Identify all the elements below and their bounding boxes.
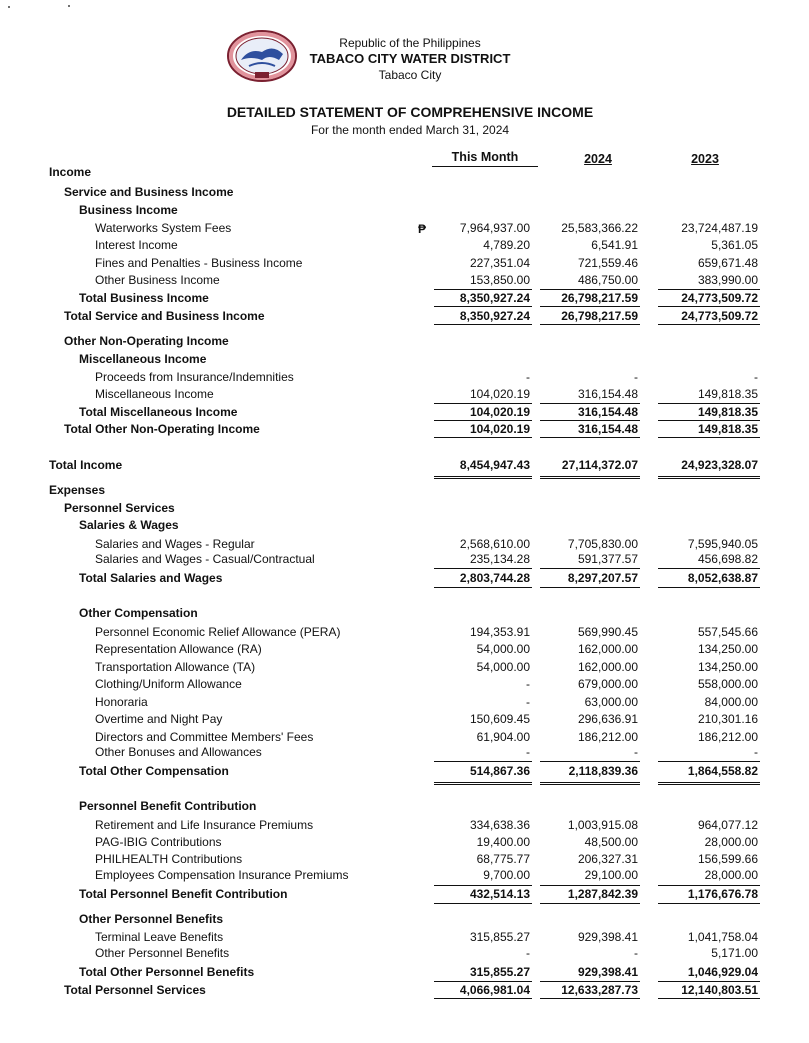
value-2023: 557,545.66 [697, 625, 758, 639]
republic-heading: Republic of the Philippines [339, 36, 481, 50]
value-2023: 210,301.16 [697, 712, 758, 726]
total-row [0, 405, 809, 421]
underline-rule [434, 587, 532, 588]
underline-rule [658, 903, 760, 904]
row-label: PAG-IBIG Contributions [95, 835, 222, 849]
underline-rule [540, 981, 640, 982]
line-item-row [0, 818, 809, 834]
value-this-month: 194,353.91 [469, 625, 530, 639]
value-2023: 24,923,328.07 [681, 458, 758, 472]
row-label: Total Salaries and Wages [79, 571, 223, 585]
underline-rule [658, 476, 760, 479]
value-this-month: 54,000.00 [476, 660, 530, 674]
value-2024: 591,377.57 [577, 552, 638, 566]
underline-rule [434, 403, 532, 404]
value-this-month: 227,351.04 [469, 256, 530, 270]
total-row [0, 422, 809, 438]
line-item-row [0, 695, 809, 711]
value-2024: 721,559.46 [577, 256, 638, 270]
value-2024: - [634, 370, 638, 384]
line-item-row [0, 387, 809, 403]
value-2024: 679,000.00 [577, 677, 638, 691]
row-label: Honoraria [95, 695, 148, 709]
row-label: Business Income [79, 203, 178, 217]
row-label: Total Personnel Benefit Contribution [79, 887, 288, 901]
total-row [0, 291, 809, 307]
value-2024: 25,583,366.22 [561, 221, 638, 235]
underline-rule [658, 568, 760, 569]
underline-rule [434, 568, 532, 569]
value-2024: 27,114,372.07 [561, 458, 638, 472]
value-this-month: 2,568,610.00 [459, 537, 530, 551]
underline-rule [658, 420, 760, 421]
underline-rule [658, 885, 760, 886]
total-row [0, 764, 809, 780]
value-2024: 296,636.91 [577, 712, 638, 726]
line-item-row [0, 552, 809, 568]
row-label: Personnel Services [64, 501, 175, 515]
value-this-month: 68,775.77 [476, 852, 530, 866]
section-heading-row [0, 185, 809, 201]
value-2023: 28,000.00 [704, 868, 758, 882]
value-2024: 186,212.00 [577, 730, 638, 744]
row-label: Salaries and Wages - Casual/Contractual [95, 552, 315, 566]
row-label: PHILHEALTH Contributions [95, 852, 243, 866]
row-label: Transportation Allowance (TA) [95, 660, 256, 674]
underline-rule [540, 420, 640, 421]
value-2023: 186,212.00 [697, 730, 758, 744]
row-label: Retirement and Life Insurance Premiums [95, 818, 314, 832]
value-2024: 929,398.41 [577, 930, 638, 944]
section-heading-row [0, 165, 809, 181]
line-item-row [0, 745, 809, 761]
row-label: Clothing/Uniform Allowance [95, 677, 242, 691]
total-row [0, 571, 809, 587]
section-heading-row [0, 352, 809, 368]
value-2023: 1,046,929.04 [687, 965, 758, 979]
line-item-row [0, 730, 809, 746]
underline-rule [540, 437, 640, 438]
underline-rule [658, 289, 760, 290]
underline-rule [434, 437, 532, 438]
value-2024: 6,541.91 [591, 238, 638, 252]
value-2024: 2,118,839.36 [568, 764, 638, 778]
value-2023: 8,052,638.87 [687, 571, 758, 585]
line-item-row [0, 537, 809, 553]
underline-rule [540, 476, 640, 479]
row-label: Total Income [49, 458, 123, 472]
underline-rule [658, 761, 760, 762]
section-heading-row [0, 203, 809, 219]
organization-name: TABACO CITY WATER DISTRICT [309, 51, 511, 66]
line-item-row [0, 677, 809, 693]
value-2024: - [634, 946, 638, 960]
row-label: Terminal Leave Benefits [95, 930, 224, 944]
value-this-month: 4,066,981.04 [459, 983, 530, 997]
row-label: Other Compensation [79, 606, 198, 620]
value-this-month: - [526, 695, 530, 709]
value-2023: 149,818.35 [697, 405, 758, 419]
row-label: Income [49, 165, 92, 179]
underline-rule [540, 568, 640, 569]
underline-rule [540, 885, 640, 886]
underline-rule [434, 981, 532, 982]
underline-rule [434, 476, 532, 479]
column-header-this-month: This Month [432, 150, 538, 167]
row-label: Total Other Non-Operating Income [64, 422, 260, 436]
underline-rule [540, 289, 640, 290]
value-2024: 7,705,830.00 [567, 537, 638, 551]
underline-rule [540, 998, 640, 999]
row-label: Interest Income [95, 238, 178, 252]
value-2023: 84,000.00 [704, 695, 758, 709]
section-heading-row [0, 501, 809, 517]
value-2023: 7,595,940.05 [687, 537, 758, 551]
line-item-row [0, 852, 809, 868]
value-this-month: 61,904.00 [476, 730, 530, 744]
line-item-row [0, 835, 809, 851]
section-heading-row [0, 483, 809, 499]
underline-rule [658, 306, 760, 307]
value-2023: 1,176,676.78 [687, 887, 758, 901]
value-this-month: - [526, 370, 530, 384]
line-item-row [0, 930, 809, 946]
underline-rule [540, 782, 640, 785]
value-this-month: 235,134.28 [469, 552, 530, 566]
row-label: Employees Compensation Insurance Premiums [95, 868, 349, 882]
value-2023: 964,077.12 [697, 818, 758, 832]
line-item-row [0, 946, 809, 962]
value-2023: 149,818.35 [697, 387, 758, 401]
value-2023: 1,041,758.04 [687, 930, 758, 944]
total-row [0, 983, 809, 999]
row-label: Personnel Economic Relief Allowance (PERA) [95, 625, 341, 639]
underline-rule [540, 587, 640, 588]
value-2023: 134,250.00 [697, 642, 758, 656]
row-label: Proceeds from Insurance/Indemnities [95, 370, 294, 384]
row-label: Salaries and Wages - Regular [95, 537, 255, 551]
row-label: Total Service and Business Income [64, 309, 265, 323]
value-this-month: 2,803,744.28 [459, 571, 530, 585]
underline-rule [658, 437, 760, 438]
value-this-month: 150,609.45 [469, 712, 530, 726]
underline-rule [658, 998, 760, 999]
underline-rule [434, 324, 532, 325]
line-item-row [0, 642, 809, 658]
statement-title: DETAILED STATEMENT OF COMPREHENSIVE INCOME [226, 104, 594, 120]
currency-symbol: ₱ [418, 222, 427, 236]
value-2024: 316,154.48 [577, 422, 638, 436]
line-item-row [0, 370, 809, 386]
value-this-month: 8,454,947.43 [459, 458, 530, 472]
row-label: Other Personnel Benefits [95, 946, 230, 960]
value-this-month: 153,850.00 [469, 273, 530, 287]
underline-rule [434, 289, 532, 290]
value-this-month: 7,964,937.00 [459, 221, 530, 235]
underline-rule [434, 420, 532, 421]
total-row [0, 309, 809, 325]
value-this-month: 334,638.36 [469, 818, 530, 832]
value-2023: 23,724,487.19 [681, 221, 758, 235]
row-label: Total Other Compensation [79, 764, 229, 778]
value-2023: 24,773,509.72 [681, 309, 758, 323]
underline-rule [434, 903, 532, 904]
underline-rule [434, 782, 532, 785]
column-header-2023: 2023 [691, 152, 719, 166]
value-this-month: - [526, 946, 530, 960]
value-2024: 1,287,842.39 [567, 887, 638, 901]
value-2023: 456,698.82 [697, 552, 758, 566]
value-2023: 12,140,803.51 [681, 983, 758, 997]
line-item-row [0, 256, 809, 272]
underline-rule [658, 587, 760, 588]
value-2024: 8,297,207.57 [567, 571, 638, 585]
row-label: Representation Allowance (RA) [95, 642, 262, 656]
value-this-month: 315,855.27 [469, 965, 530, 979]
value-2023: 5,171.00 [711, 946, 758, 960]
value-this-month: 514,867.36 [469, 764, 530, 778]
value-this-month: 315,855.27 [469, 930, 530, 944]
row-label: Miscellaneous Income [95, 387, 214, 401]
row-label: Directors and Committee Members' Fees [95, 730, 314, 744]
row-label: Expenses [49, 483, 106, 497]
value-2024: 162,000.00 [577, 642, 638, 656]
value-this-month: 8,350,927.24 [459, 291, 530, 305]
section-heading-row [0, 606, 809, 622]
row-label: Service and Business Income [64, 185, 234, 199]
statement-period: For the month ended March 31, 2024 [310, 123, 510, 137]
column-header-2024: 2024 [584, 152, 612, 166]
row-label: Total Miscellaneous Income [79, 405, 238, 419]
value-this-month: 104,020.19 [469, 387, 530, 401]
underline-rule [434, 998, 532, 999]
value-this-month: 8,350,927.24 [459, 309, 530, 323]
value-2024: 206,327.31 [577, 852, 638, 866]
value-2023: 1,864,558.82 [687, 764, 758, 778]
value-2023: 383,990.00 [697, 273, 758, 287]
section-heading-row [0, 518, 809, 534]
underline-rule [658, 981, 760, 982]
value-this-month: 54,000.00 [476, 642, 530, 656]
value-this-month: - [526, 745, 530, 759]
value-2024: 26,798,217.59 [561, 309, 638, 323]
value-2023: 149,818.35 [697, 422, 758, 436]
line-item-row [0, 238, 809, 254]
value-2023: 5,361.05 [711, 238, 758, 252]
underline-rule [540, 403, 640, 404]
section-heading-row [0, 334, 809, 350]
row-label: Personnel Benefit Contribution [79, 799, 257, 813]
total-row [0, 887, 809, 903]
value-2023: 558,000.00 [697, 677, 758, 691]
value-2024: 316,154.48 [577, 387, 638, 401]
underline-rule [540, 324, 640, 325]
value-2024: 26,798,217.59 [561, 291, 638, 305]
underline-rule [540, 306, 640, 307]
row-label: Miscellaneous Income [79, 352, 207, 366]
scan-speck [68, 5, 70, 7]
value-2024: 569,990.45 [577, 625, 638, 639]
value-this-month: 432,514.13 [469, 887, 530, 901]
value-this-month: 9,700.00 [483, 868, 530, 882]
value-2024: - [634, 745, 638, 759]
row-label: Salaries & Wages [79, 518, 179, 532]
underline-rule [540, 761, 640, 762]
value-2023: 134,250.00 [697, 660, 758, 674]
value-2023: - [754, 370, 758, 384]
underline-rule [434, 885, 532, 886]
scan-speck [8, 6, 10, 8]
row-label: Fines and Penalties - Business Income [95, 256, 303, 270]
underline-rule [658, 782, 760, 785]
value-2023: 24,773,509.72 [681, 291, 758, 305]
row-label: Overtime and Night Pay [95, 712, 223, 726]
value-2023: 659,671.48 [697, 256, 758, 270]
row-label: Total Personnel Services [64, 983, 206, 997]
value-2024: 29,100.00 [584, 868, 638, 882]
value-2023: - [754, 745, 758, 759]
underline-rule [658, 403, 760, 404]
underline-rule [540, 903, 640, 904]
value-this-month: 4,789.20 [483, 238, 530, 252]
total-row [0, 458, 809, 474]
total-row [0, 965, 809, 981]
value-2023: 28,000.00 [704, 835, 758, 849]
value-2024: 929,398.41 [577, 965, 638, 979]
underline-rule [658, 324, 760, 325]
value-2024: 63,000.00 [584, 695, 638, 709]
value-this-month: - [526, 677, 530, 691]
row-label: Total Business Income [79, 291, 209, 305]
row-label: Other Bonuses and Allowances [95, 745, 262, 759]
line-item-row [0, 660, 809, 676]
value-2024: 486,750.00 [577, 273, 638, 287]
line-item-row [0, 868, 809, 884]
value-this-month: 104,020.19 [469, 405, 530, 419]
row-label: Total Other Personnel Benefits [79, 965, 255, 979]
value-2024: 1,003,915.08 [567, 818, 638, 832]
section-heading-row [0, 912, 809, 928]
line-item-row [0, 273, 809, 289]
value-2023: 156,599.66 [697, 852, 758, 866]
value-this-month: 104,020.19 [469, 422, 530, 436]
city-name: Tabaco City [378, 68, 442, 82]
value-2024: 12,633,287.73 [561, 983, 638, 997]
value-2024: 162,000.00 [577, 660, 638, 674]
section-heading-row [0, 799, 809, 815]
line-item-row [0, 712, 809, 728]
row-label: Other Personnel Benefits [79, 912, 224, 926]
row-label: Other Business Income [95, 273, 220, 287]
line-item-row [0, 221, 809, 237]
underline-rule [434, 761, 532, 762]
underline-rule [434, 306, 532, 307]
row-label: Waterworks System Fees [95, 221, 232, 235]
line-item-row [0, 625, 809, 641]
value-this-month: 19,400.00 [476, 835, 530, 849]
row-label: Other Non-Operating Income [64, 334, 229, 348]
value-2024: 316,154.48 [577, 405, 638, 419]
value-2024: 48,500.00 [584, 835, 638, 849]
